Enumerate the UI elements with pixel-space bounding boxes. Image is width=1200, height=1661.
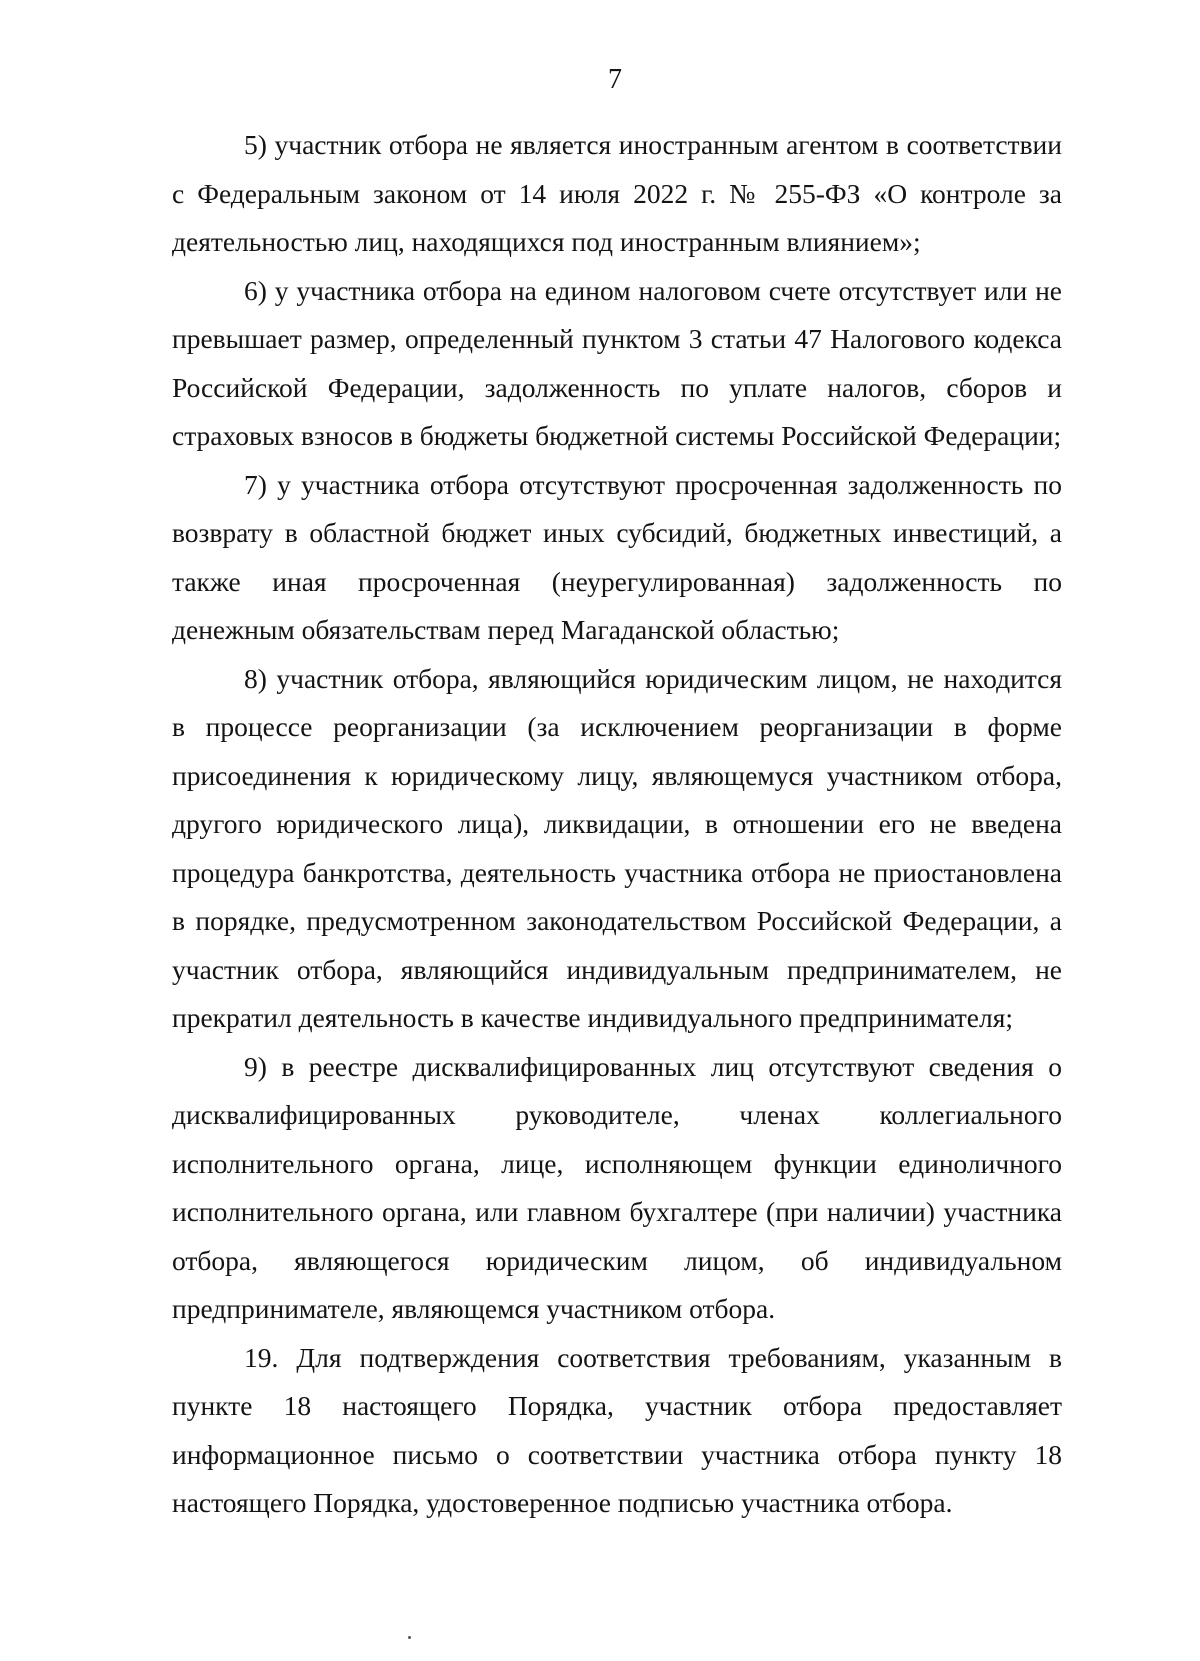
document-body [172, 121, 1062, 1528]
paragraph-item-5: 5) участник отбора не является иностранным агентом в соответствии с Федеральным законом от 14 июля 2022 г. № 255-ФЗ «О контроле за деятельностью лиц, находящихся под иностранным влиянием»; [172, 129, 1062, 257]
paragraph-item-9: 9) в реестре дисквалифицированных лиц отсутствуют сведения о дисквалифицированных руководителе, членах коллегиального исполнительного органа, лице, исполняющем функции единоличного исполнительного органа, или главном бухгалтере (при наличии) участника отбора, являющегося юридическим лицом, об индивидуальном предпринимателе, являющемся участником отбора. [172, 1050, 1062, 1324]
scan-speck [408, 1636, 411, 1639]
paragraph-item-8: 8) участник отбора, являющийся юридическим лицом, не находится в процессе реорганизации (за исключением реорганизации в форме присоединения к юридическому лицу, являющемуся участником отбора, другого юридического лица), ликвидации, в отношении его не введена процедура банкротства, деятельность участника отбора не приостановлена в порядке, предусмотренном законодательством Российской Федерации, а участник отбора, являющийся индивидуальным предпринимателем, не прекратил деятельность в качестве индивидуального предпринимателя; [172, 662, 1062, 1033]
paragraph-item-7: 7) у участника отбора отсутствуют просроченная задолженность по возврату в областной бюджет иных субсидий, бюджетных инвестиций, а также иная просроченная (неурегулированная) задолженность по денежным обязательствам перед Магаданской областью; [172, 468, 1062, 645]
page-number: 7 [608, 64, 622, 95]
paragraph-item-6: 6) у участника отбора на едином налоговом счете отсутствует или не превышает размер, определенный пунктом 3 статьи 47 Налогового кодекса Российской Федерации, задолженность по уплате налогов, сборов и страховых взносов в бюджеты бюджетной системы Российской Федерации; [172, 274, 1062, 451]
paragraph-clause-19: 19. Для подтверждения соответствия требованиям, указанным в пункте 18 настоящего Порядка, участник отбора предоставляет информационное письмо о соответствии участника отбора пункту 18 настоящего Порядка, удостоверенное подписью участника отбора. [172, 1341, 1062, 1518]
